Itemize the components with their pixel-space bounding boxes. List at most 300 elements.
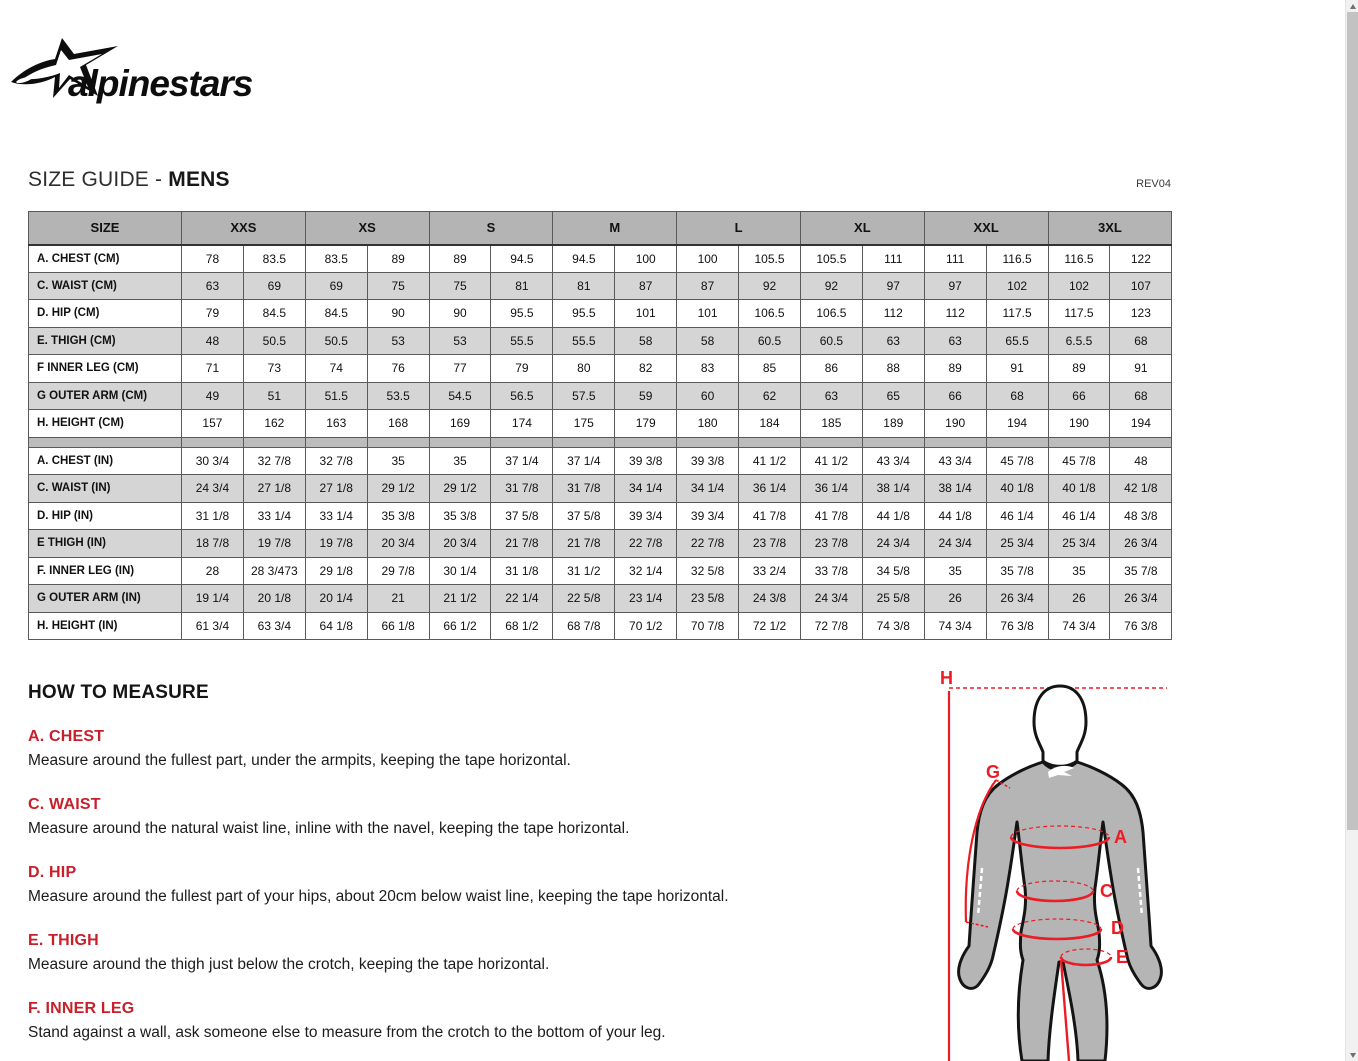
measure-item-text: Stand against a wall, ask someone else to measure from the crotch to the bottom of your leg. [28, 1024, 666, 1041]
table-row [29, 382, 1172, 410]
separator-cell [491, 437, 553, 447]
size-cell: 162 [243, 410, 305, 438]
size-cell: 74 [305, 355, 367, 383]
size-cell: 82 [615, 355, 677, 383]
size-cell: 30 3/4 [182, 447, 244, 475]
measure-item [28, 864, 908, 907]
row-label: F INNER LEG (CM) [29, 355, 182, 383]
size-cell: 56.5 [491, 382, 553, 410]
separator-cell [367, 437, 429, 447]
table-row [29, 245, 1172, 273]
size-cell: 31 7/8 [491, 475, 553, 503]
size-cell: 184 [739, 410, 801, 438]
row-label: E. THIGH (CM) [29, 327, 182, 355]
size-cell: 36 1/4 [800, 475, 862, 503]
size-cell: 189 [862, 410, 924, 438]
size-cell: 22 5/8 [553, 585, 615, 613]
row-label: G OUTER ARM (IN) [29, 585, 182, 613]
size-col-header: XXS [182, 212, 306, 245]
row-label: G OUTER ARM (CM) [29, 382, 182, 410]
size-cell: 53 [429, 327, 491, 355]
size-cell: 58 [677, 327, 739, 355]
size-cell: 24 3/4 [182, 475, 244, 503]
table-row [29, 327, 1172, 355]
page-title-prefix: SIZE GUIDE - [28, 168, 169, 191]
size-cell: 95.5 [553, 300, 615, 328]
size-cell: 21 7/8 [491, 530, 553, 558]
how-to-measure-title: HOW TO MEASURE [28, 682, 209, 703]
size-cell: 68 [1110, 382, 1172, 410]
size-cell: 123 [1110, 300, 1172, 328]
size-cell: 122 [1110, 245, 1172, 273]
size-cell: 24 3/8 [739, 585, 801, 613]
size-cell: 84.5 [243, 300, 305, 328]
size-cell: 66 [924, 382, 986, 410]
size-cell: 60.5 [739, 327, 801, 355]
size-col-header: M [553, 212, 677, 245]
revision-label: REV04 [1136, 178, 1171, 190]
size-cell: 101 [677, 300, 739, 328]
size-cell: 68 [986, 382, 1048, 410]
scrollbar-up-icon [1350, 4, 1356, 9]
size-cell: 27 1/8 [243, 475, 305, 503]
size-cell: 92 [800, 272, 862, 300]
size-cell: 68 7/8 [553, 612, 615, 640]
size-cell: 57.5 [553, 382, 615, 410]
measure-item [28, 728, 908, 771]
size-cell: 68 1/2 [491, 612, 553, 640]
size-cell: 35 [924, 557, 986, 585]
size-cell: 34 5/8 [862, 557, 924, 585]
table-row [29, 272, 1172, 300]
size-cell: 102 [986, 272, 1048, 300]
table-row [29, 410, 1172, 438]
alpinestars-logo [8, 34, 298, 106]
size-cell: 63 3/4 [243, 612, 305, 640]
measure-item-text: Measure around the fullest part, under the armpits, keeping the tape horizontal. [28, 752, 571, 769]
row-label: D. HIP (IN) [29, 502, 182, 530]
size-cell: 21 7/8 [553, 530, 615, 558]
size-cell: 28 [182, 557, 244, 585]
size-cell: 69 [305, 272, 367, 300]
table-row [29, 447, 1172, 475]
size-cell: 175 [553, 410, 615, 438]
size-cell: 75 [367, 272, 429, 300]
measure-item-heading: F. INNER LEG [28, 1000, 135, 1017]
size-cell: 40 1/8 [986, 475, 1048, 503]
size-cell: 163 [305, 410, 367, 438]
size-cell: 58 [615, 327, 677, 355]
vertical-scrollbar[interactable] [1345, 0, 1358, 1061]
logo-wordmark: alpinestars [68, 63, 253, 104]
separator-cell [305, 437, 367, 447]
size-cell: 111 [924, 245, 986, 273]
size-cell: 25 3/4 [1048, 530, 1110, 558]
separator-cell [677, 437, 739, 447]
size-cell: 74 3/4 [1048, 612, 1110, 640]
separator-cell [553, 437, 615, 447]
size-cell: 97 [862, 272, 924, 300]
size-cell: 185 [800, 410, 862, 438]
size-cell: 29 1/2 [429, 475, 491, 503]
size-cell: 179 [615, 410, 677, 438]
size-cell: 44 1/8 [862, 502, 924, 530]
measure-item [28, 1000, 908, 1043]
row-label: F. INNER LEG (IN) [29, 557, 182, 585]
measure-item [28, 932, 908, 975]
table-header-row [29, 212, 1172, 245]
size-cell: 83.5 [243, 245, 305, 273]
figure-head [1034, 686, 1086, 766]
row-label: A. CHEST (CM) [29, 245, 182, 273]
size-cell: 107 [1110, 272, 1172, 300]
size-cell: 45 7/8 [986, 447, 1048, 475]
row-label: C. WAIST (CM) [29, 272, 182, 300]
scrollbar-up-button[interactable] [1346, 0, 1358, 12]
size-cell: 61 3/4 [182, 612, 244, 640]
size-cell: 55.5 [553, 327, 615, 355]
size-cell: 31 1/2 [553, 557, 615, 585]
label-a: A [1114, 827, 1127, 847]
size-cell: 105.5 [739, 245, 801, 273]
size-cell: 81 [491, 272, 553, 300]
size-cell: 42 1/8 [1110, 475, 1172, 503]
size-cell: 51.5 [305, 382, 367, 410]
row-label: D. HIP (CM) [29, 300, 182, 328]
scrollbar-thumb[interactable] [1347, 12, 1358, 830]
size-cell: 24 3/4 [924, 530, 986, 558]
size-cell: 68 [1110, 327, 1172, 355]
size-cell: 74 3/4 [924, 612, 986, 640]
size-cell: 36 1/4 [739, 475, 801, 503]
size-cell: 63 [862, 327, 924, 355]
size-cell: 34 1/4 [677, 475, 739, 503]
separator-cell [800, 437, 862, 447]
size-cell: 38 1/4 [924, 475, 986, 503]
size-col-header: XS [305, 212, 429, 245]
size-col-header: XL [800, 212, 924, 245]
size-cell: 23 5/8 [677, 585, 739, 613]
size-cell: 39 3/4 [615, 502, 677, 530]
size-cell: 190 [924, 410, 986, 438]
size-cell: 20 1/8 [243, 585, 305, 613]
label-g: G [986, 762, 1001, 782]
size-table-body [29, 245, 1172, 640]
separator-cell [29, 437, 182, 447]
size-cell: 117.5 [1048, 300, 1110, 328]
size-cell: 32 1/4 [615, 557, 677, 585]
size-cell: 74 3/8 [862, 612, 924, 640]
size-cell: 60 [677, 382, 739, 410]
size-cell: 41 7/8 [739, 502, 801, 530]
size-cell: 83 [677, 355, 739, 383]
size-cell: 90 [429, 300, 491, 328]
size-cell: 59 [615, 382, 677, 410]
size-cell: 66 1/8 [367, 612, 429, 640]
size-cell: 117.5 [986, 300, 1048, 328]
size-cell: 48 3/8 [1110, 502, 1172, 530]
size-table [28, 211, 1172, 640]
size-cell: 65.5 [986, 327, 1048, 355]
size-cell: 22 7/8 [677, 530, 739, 558]
size-cell: 29 1/8 [305, 557, 367, 585]
size-cell: 41 1/2 [800, 447, 862, 475]
scrollbar-down-button[interactable] [1346, 1049, 1358, 1061]
size-cell: 100 [615, 245, 677, 273]
size-cell: 25 5/8 [862, 585, 924, 613]
size-cell: 80 [553, 355, 615, 383]
size-cell: 35 7/8 [986, 557, 1048, 585]
size-cell: 35 [429, 447, 491, 475]
measure-item-text: Measure around the thigh just below the crotch, keeping the tape horizontal. [28, 956, 550, 973]
table-row [29, 530, 1172, 558]
size-cell: 19 7/8 [243, 530, 305, 558]
size-cell: 53.5 [367, 382, 429, 410]
separator-cell [243, 437, 305, 447]
size-cell: 194 [986, 410, 1048, 438]
size-cell: 37 5/8 [553, 502, 615, 530]
size-cell: 70 7/8 [677, 612, 739, 640]
size-table-header [29, 212, 1172, 245]
size-cell: 33 7/8 [800, 557, 862, 585]
measure-item-text: Measure around the natural waist line, inline with the navel, keeping the tape horizontal. [28, 820, 630, 837]
size-cell: 83.5 [305, 245, 367, 273]
size-cell: 88 [862, 355, 924, 383]
size-cell: 24 3/4 [800, 585, 862, 613]
size-cell: 100 [677, 245, 739, 273]
size-cell: 72 1/2 [739, 612, 801, 640]
size-cell: 35 3/8 [429, 502, 491, 530]
row-label: C. WAIST (IN) [29, 475, 182, 503]
size-cell: 31 1/8 [182, 502, 244, 530]
size-cell: 106.5 [800, 300, 862, 328]
size-cell: 23 1/4 [615, 585, 677, 613]
size-cell: 49 [182, 382, 244, 410]
size-cell: 26 3/4 [986, 585, 1048, 613]
table-row [29, 557, 1172, 585]
table-row [29, 502, 1172, 530]
size-cell: 29 1/2 [367, 475, 429, 503]
size-cell: 21 1/2 [429, 585, 491, 613]
size-cell: 29 7/8 [367, 557, 429, 585]
size-cell: 112 [924, 300, 986, 328]
size-cell: 190 [1048, 410, 1110, 438]
measure-item-heading: D. HIP [28, 864, 77, 881]
measure-item-heading: E. THIGH [28, 932, 99, 949]
size-cell: 87 [615, 272, 677, 300]
size-cell: 46 1/4 [1048, 502, 1110, 530]
size-cell: 41 7/8 [800, 502, 862, 530]
size-cell: 169 [429, 410, 491, 438]
separator-cell [739, 437, 801, 447]
size-cell: 194 [1110, 410, 1172, 438]
size-cell: 35 7/8 [1110, 557, 1172, 585]
size-cell: 34 1/4 [615, 475, 677, 503]
size-cell: 60.5 [800, 327, 862, 355]
how-to-measure-section [28, 682, 908, 1061]
size-cell: 76 3/8 [1110, 612, 1172, 640]
size-col-header: 3XL [1048, 212, 1172, 245]
size-cell: 92 [739, 272, 801, 300]
size-cell: 91 [1110, 355, 1172, 383]
table-row [29, 585, 1172, 613]
measure-item-heading: A. CHEST [28, 728, 105, 745]
size-cell: 105.5 [800, 245, 862, 273]
table-row [29, 300, 1172, 328]
size-cell: 89 [924, 355, 986, 383]
size-header-cell: SIZE [29, 212, 182, 245]
size-cell: 66 1/2 [429, 612, 491, 640]
size-cell: 39 3/8 [677, 447, 739, 475]
size-cell: 79 [491, 355, 553, 383]
size-cell: 6.5.5 [1048, 327, 1110, 355]
size-cell: 111 [862, 245, 924, 273]
size-cell: 89 [429, 245, 491, 273]
size-cell: 62 [739, 382, 801, 410]
size-cell: 39 3/8 [615, 447, 677, 475]
table-row [29, 355, 1172, 383]
size-cell: 157 [182, 410, 244, 438]
size-cell: 46 1/4 [986, 502, 1048, 530]
size-cell: 76 [367, 355, 429, 383]
size-cell: 37 1/4 [491, 447, 553, 475]
separator-cell [1048, 437, 1110, 447]
size-cell: 28 3/473 [243, 557, 305, 585]
measure-item-heading: C. WAIST [28, 796, 101, 813]
size-cell: 78 [182, 245, 244, 273]
size-cell: 23 7/8 [800, 530, 862, 558]
size-cell: 63 [800, 382, 862, 410]
row-label: H. HEIGHT (IN) [29, 612, 182, 640]
size-cell: 26 3/4 [1110, 530, 1172, 558]
size-cell: 73 [243, 355, 305, 383]
size-cell: 76 3/8 [986, 612, 1048, 640]
table-row [29, 612, 1172, 640]
row-label: E THIGH (IN) [29, 530, 182, 558]
size-cell: 26 [1048, 585, 1110, 613]
size-cell: 51 [243, 382, 305, 410]
size-cell: 91 [986, 355, 1048, 383]
size-cell: 21 [367, 585, 429, 613]
size-cell: 72 7/8 [800, 612, 862, 640]
size-cell: 20 3/4 [429, 530, 491, 558]
size-cell: 19 1/4 [182, 585, 244, 613]
size-cell: 63 [924, 327, 986, 355]
size-cell: 35 [1048, 557, 1110, 585]
size-cell: 85 [739, 355, 801, 383]
label-h: H [940, 668, 953, 688]
size-cell: 45 7/8 [1048, 447, 1110, 475]
size-cell: 22 7/8 [615, 530, 677, 558]
size-cell: 66 [1048, 382, 1110, 410]
size-cell: 20 1/4 [305, 585, 367, 613]
size-cell: 23 7/8 [739, 530, 801, 558]
table-row [29, 475, 1172, 503]
size-cell: 84.5 [305, 300, 367, 328]
size-cell: 20 3/4 [367, 530, 429, 558]
size-cell: 77 [429, 355, 491, 383]
size-cell: 70 1/2 [615, 612, 677, 640]
size-cell: 97 [924, 272, 986, 300]
label-d: D [1111, 918, 1124, 938]
size-cell: 89 [1048, 355, 1110, 383]
size-cell: 102 [1048, 272, 1110, 300]
size-cell: 116.5 [1048, 245, 1110, 273]
row-label: A. CHEST (IN) [29, 447, 182, 475]
size-cell: 112 [862, 300, 924, 328]
body-silhouette [959, 762, 1162, 1061]
page-title-gender: MENS [168, 168, 230, 191]
size-cell: 69 [243, 272, 305, 300]
size-cell: 168 [367, 410, 429, 438]
size-cell: 101 [615, 300, 677, 328]
size-cell: 106.5 [739, 300, 801, 328]
size-cell: 25 3/4 [986, 530, 1048, 558]
how-to-measure-list [28, 728, 908, 1043]
size-cell: 30 1/4 [429, 557, 491, 585]
size-cell: 94.5 [553, 245, 615, 273]
label-e: E [1116, 947, 1129, 967]
size-cell: 40 1/8 [1048, 475, 1110, 503]
size-cell: 180 [677, 410, 739, 438]
size-cell: 50.5 [305, 327, 367, 355]
size-cell: 81 [553, 272, 615, 300]
size-cell: 86 [800, 355, 862, 383]
measure-item-text: Measure around the fullest part of your hips, about 20cm below waist line, keeping the tape horizontal. [28, 888, 729, 905]
size-cell: 39 3/4 [677, 502, 739, 530]
scrollbar-down-icon [1350, 1053, 1356, 1058]
size-cell: 26 [924, 585, 986, 613]
size-cell: 32 7/8 [305, 447, 367, 475]
size-cell: 44 1/8 [924, 502, 986, 530]
size-cell: 94.5 [491, 245, 553, 273]
size-cell: 65 [862, 382, 924, 410]
size-cell: 48 [182, 327, 244, 355]
separator-cell [924, 437, 986, 447]
size-cell: 95.5 [491, 300, 553, 328]
size-cell: 116.5 [986, 245, 1048, 273]
separator-cell [182, 437, 244, 447]
size-col-header: XXL [924, 212, 1048, 245]
size-cell: 89 [367, 245, 429, 273]
size-cell: 31 1/8 [491, 557, 553, 585]
size-cell: 63 [182, 272, 244, 300]
size-col-header: L [677, 212, 801, 245]
size-cell: 22 1/4 [491, 585, 553, 613]
separator-cell [615, 437, 677, 447]
measurement-figure [930, 660, 1180, 1061]
size-cell: 31 7/8 [553, 475, 615, 503]
size-cell: 27 1/8 [305, 475, 367, 503]
size-cell: 43 3/4 [924, 447, 986, 475]
size-col-header: S [429, 212, 553, 245]
size-cell: 26 3/4 [1110, 585, 1172, 613]
separator-cell [1110, 437, 1172, 447]
unit-separator-row [29, 437, 1172, 447]
size-cell: 54.5 [429, 382, 491, 410]
size-cell: 87 [677, 272, 739, 300]
size-cell: 37 1/4 [553, 447, 615, 475]
row-label: H. HEIGHT (CM) [29, 410, 182, 438]
size-cell: 24 3/4 [862, 530, 924, 558]
size-cell: 53 [367, 327, 429, 355]
size-cell: 33 2/4 [739, 557, 801, 585]
size-cell: 50.5 [243, 327, 305, 355]
label-c: C [1100, 881, 1113, 901]
size-cell: 71 [182, 355, 244, 383]
size-cell: 37 5/8 [491, 502, 553, 530]
size-cell: 19 7/8 [305, 530, 367, 558]
